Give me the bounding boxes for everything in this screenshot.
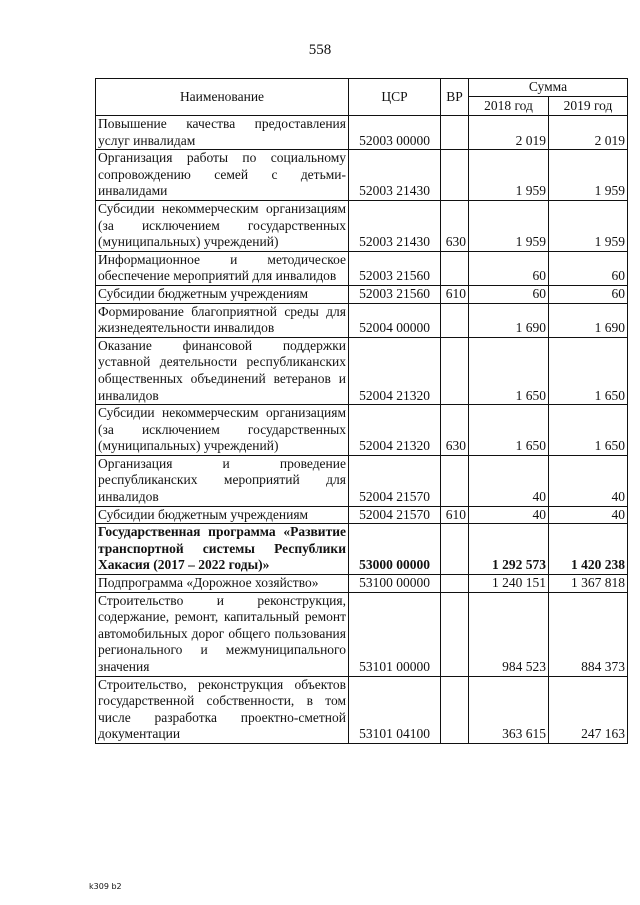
table-row [96, 455, 628, 506]
row-name-cell: Оказание финансовой поддержки уставной деятельности республиканских общественных объединений ветеранов и инвалидов [96, 337, 349, 404]
header-csr: ЦСР [349, 79, 441, 116]
row-2018-cell: 1 690 [469, 303, 549, 337]
row-vr-cell [441, 524, 469, 575]
header-vr: ВР [441, 79, 469, 116]
table-row [96, 251, 628, 285]
row-csr-cell: 52003 21560 [349, 251, 441, 285]
row-2019-cell: 60 [549, 285, 628, 303]
row-2018-cell: 1 959 [469, 200, 549, 251]
table-row [96, 285, 628, 303]
row-2019-cell: 1 420 238 [549, 524, 628, 575]
row-vr-cell [441, 116, 469, 150]
row-2018-cell: 1 292 573 [469, 524, 549, 575]
row-csr-cell: 53100 00000 [349, 575, 441, 593]
row-2018-cell: 40 [469, 455, 549, 506]
row-2019-cell: 1 690 [549, 303, 628, 337]
footer-code: k309 b2 [89, 882, 122, 891]
row-2019-cell: 40 [549, 506, 628, 524]
row-2018-cell: 1 650 [469, 337, 549, 404]
row-2018-cell: 1 650 [469, 405, 549, 456]
table-row [96, 405, 628, 456]
row-vr-cell: 610 [441, 506, 469, 524]
row-vr-cell [441, 592, 469, 676]
row-name-cell: Государственная программа «Развитие транспортной системы Республики Хакасия (2017 – 2022 годы)» [96, 524, 349, 575]
row-csr-cell: 52003 21430 [349, 150, 441, 201]
row-2018-cell: 2 019 [469, 116, 549, 150]
header-sum: Сумма [469, 79, 628, 97]
row-2018-cell: 984 523 [469, 592, 549, 676]
row-name-cell: Строительство и реконструкция, содержание, ремонт, капитальный ремонт автомобильных дорог общего пользования регионального и межмуниципального значения [96, 592, 349, 676]
row-csr-cell: 52004 00000 [349, 303, 441, 337]
row-name-cell: Субсидии бюджетным учреждениям [96, 285, 349, 303]
table-row [96, 575, 628, 593]
row-name-cell: Подпрограмма «Дорожное хозяйство» [96, 575, 349, 593]
row-2019-cell: 247 163 [549, 676, 628, 743]
row-2018-cell: 363 615 [469, 676, 549, 743]
table-row [96, 337, 628, 404]
row-vr-cell: 610 [441, 285, 469, 303]
table-row [96, 524, 628, 575]
row-vr-cell: 630 [441, 200, 469, 251]
row-csr-cell: 53101 04100 [349, 676, 441, 743]
row-csr-cell: 52004 21570 [349, 455, 441, 506]
row-name-cell: Строительство, реконструкция объектов государственной собственности, в том числе разработка проектно-сметной документации [96, 676, 349, 743]
row-vr-cell [441, 150, 469, 201]
row-2018-cell: 40 [469, 506, 549, 524]
row-name-cell: Субсидии бюджетным учреждениям [96, 506, 349, 524]
table-row [96, 303, 628, 337]
row-name-cell: Повышение качества предоставления услуг инвалидам [96, 116, 349, 150]
row-csr-cell: 53000 00000 [349, 524, 441, 575]
table-row [96, 200, 628, 251]
row-vr-cell [441, 676, 469, 743]
row-2019-cell: 40 [549, 455, 628, 506]
row-name-cell: Организация работы по социальному сопровождению семей с детьми-инвалидами [96, 150, 349, 201]
table-row [96, 592, 628, 676]
row-csr-cell: 52004 21320 [349, 405, 441, 456]
row-csr-cell: 52003 21560 [349, 285, 441, 303]
row-2019-cell: 1 959 [549, 200, 628, 251]
row-2018-cell: 60 [469, 251, 549, 285]
row-csr-cell: 52003 21430 [349, 200, 441, 251]
row-vr-cell [441, 337, 469, 404]
row-csr-cell: 52004 21320 [349, 337, 441, 404]
row-2019-cell: 2 019 [549, 116, 628, 150]
row-2018-cell: 60 [469, 285, 549, 303]
row-vr-cell [441, 455, 469, 506]
header-name: Наименование [96, 79, 349, 116]
row-vr-cell [441, 303, 469, 337]
table-row [96, 506, 628, 524]
row-2019-cell: 1 650 [549, 405, 628, 456]
table-row [96, 676, 628, 743]
row-2019-cell: 60 [549, 251, 628, 285]
row-vr-cell [441, 251, 469, 285]
row-2018-cell: 1 240 151 [469, 575, 549, 593]
header-year-2019: 2019 год [549, 96, 628, 115]
row-vr-cell: 630 [441, 405, 469, 456]
row-vr-cell [441, 575, 469, 593]
header-year-2018: 2018 год [469, 96, 549, 115]
row-name-cell: Формирование благоприятной среды для жизнедеятельности инвалидов [96, 303, 349, 337]
row-2019-cell: 1 650 [549, 337, 628, 404]
row-name-cell: Информационное и методическое обеспечение мероприятий для инвалидов [96, 251, 349, 285]
row-2019-cell: 1 959 [549, 150, 628, 201]
page-number: 558 [308, 42, 332, 58]
row-csr-cell: 53101 00000 [349, 592, 441, 676]
table-body [96, 116, 628, 744]
row-2019-cell: 884 373 [549, 592, 628, 676]
table-row [96, 150, 628, 201]
row-name-cell: Организация и проведение республиканских мероприятий для инвалидов [96, 455, 349, 506]
table-row [96, 116, 628, 150]
row-name-cell: Субсидии некоммерческим организациям (за исключением государственных (муниципальных) учреждений) [96, 200, 349, 251]
row-2018-cell: 1 959 [469, 150, 549, 201]
row-name-cell: Субсидии некоммерческим организациям (за исключением государственных (муниципальных) учреждений) [96, 405, 349, 456]
row-csr-cell: 52003 00000 [349, 116, 441, 150]
budget-table [95, 78, 628, 744]
row-csr-cell: 52004 21570 [349, 506, 441, 524]
row-2019-cell: 1 367 818 [549, 575, 628, 593]
